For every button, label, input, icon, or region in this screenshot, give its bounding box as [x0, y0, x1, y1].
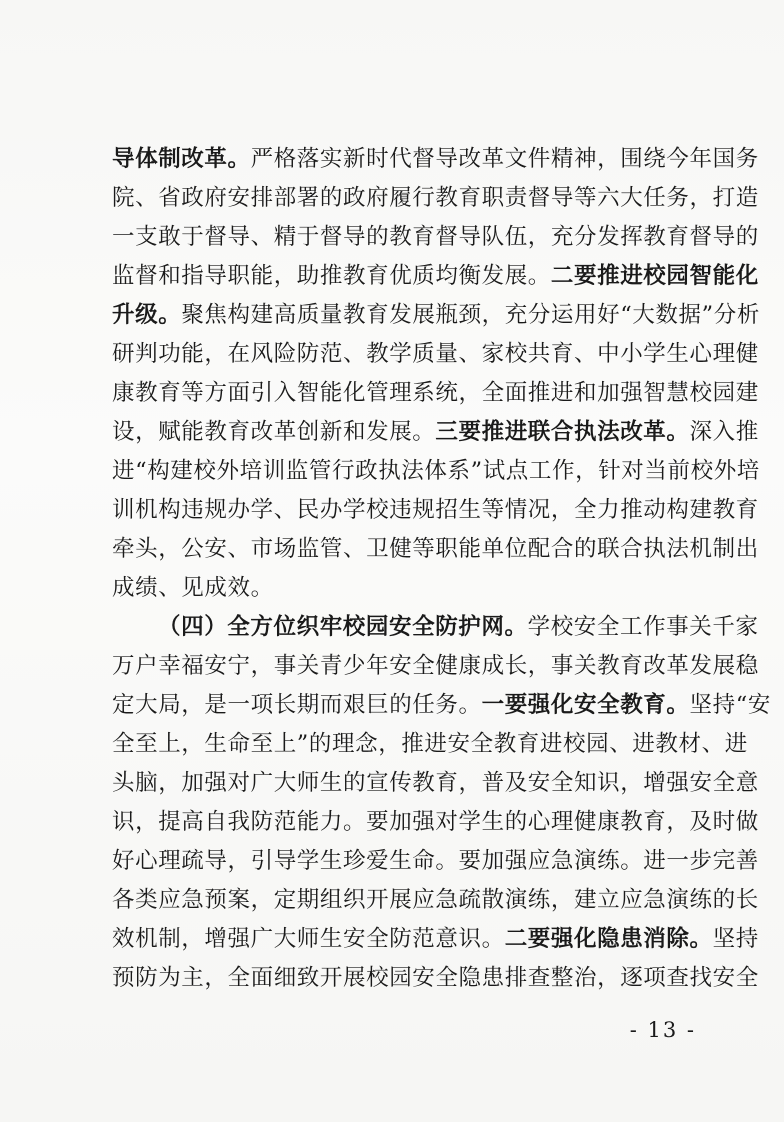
text-segment: 各类应急预案，定期组织开展应急疏散演练，建立应急演练的长 [112, 887, 759, 913]
body-text [112, 140, 771, 998]
text-line [112, 920, 759, 959]
text-segment: 严格落实新时代督导改革文件精神，围绕今年国务 [250, 146, 759, 172]
text-segment: 设，赋能教育改革创新和发展。 [112, 419, 436, 445]
bold-text-segment: 二要推进校园智能化 [550, 263, 759, 289]
text-line [112, 842, 759, 881]
text-line [112, 725, 748, 764]
text-segment: 学校安全工作事关千家 [527, 614, 759, 640]
text-segment: 效机制，增强广大师生安全防范意识。 [112, 926, 505, 952]
text-segment: 深入推 [689, 419, 759, 445]
bold-text-segment: 一要强化安全教育。 [481, 692, 690, 718]
text-line [112, 608, 759, 647]
text-segment: 一支敢于督导、精于督导的教育督导队伍，充分发挥教育督导的 [112, 224, 759, 250]
text-line [112, 257, 759, 296]
text-segment: 训机构违规办学、民办学校违规招生等情况，全力推动构建教育 [112, 497, 759, 523]
text-line [112, 686, 771, 725]
text-line [112, 881, 759, 920]
text-line [112, 569, 697, 608]
text-line [112, 413, 759, 452]
text-segment: 好心理疏导，引导学生珍爱生命。要加强应急演练。进一步完善 [112, 848, 759, 874]
text-segment: 定大局，是一项长期而艰巨的任务。 [112, 692, 482, 718]
text-line [112, 491, 759, 530]
text-line [112, 335, 759, 374]
page-number: - 13 - [629, 1018, 696, 1042]
bold-text-segment: 三要推进联合执法改革。 [435, 419, 690, 445]
text-line [112, 140, 759, 179]
bold-text-segment: 二要强化隐患消除。 [504, 926, 713, 952]
text-line [112, 959, 759, 998]
text-segment: 全至上，生命至上”的理念，推进安全教育进校园、进教材、进 [112, 731, 748, 757]
text-line [112, 764, 759, 803]
text-segment: 聚焦构建高质量教育发展瓶颈，充分运用好“大数据”分析 [181, 302, 760, 328]
text-segment: 康教育等方面引入智能化管理系统，全面推进和加强智慧校园建 [112, 380, 759, 406]
text-segment: 院、省政府安排部署的政府履行教育职责督导等六大任务，打造 [112, 185, 759, 211]
text-line [112, 452, 760, 491]
text-line [112, 530, 759, 569]
bold-text-segment: （四）全方位织牢校园安全防护网。 [158, 614, 528, 640]
text-segment: 监督和指导职能，助推教育优质均衡发展。 [112, 263, 551, 289]
text-segment: 识，提高自我防范能力。要加强对学生的心理健康教育，及时做 [112, 809, 759, 835]
bold-text-segment: 导体制改革。 [112, 146, 251, 172]
text-line [112, 374, 759, 413]
text-segment: 坚持 [712, 926, 759, 952]
text-line [112, 296, 760, 335]
text-segment: 进“构建校外培训监管行政执法体系”试点工作，针对当前校外培 [112, 458, 760, 484]
text-segment: 成绩、见成效。 [112, 575, 274, 601]
text-line [112, 803, 759, 842]
bold-text-segment: 升级。 [112, 302, 182, 328]
text-line [112, 218, 759, 257]
text-segment: 研判功能，在风险防范、教学质量、家校共育、中小学生心理健 [112, 341, 759, 367]
text-line [112, 647, 759, 686]
text-line [112, 179, 759, 218]
text-segment: 头脑，加强对广大师生的宣传教育，普及安全知识，增强安全意 [112, 770, 759, 796]
text-segment: 万户幸福安宁，事关青少年安全健康成长，事关教育改革发展稳 [112, 653, 759, 679]
text-segment: 牵头，公安、市场监管、卫健等职能单位配合的联合执法机制出 [112, 536, 759, 562]
text-segment: 坚持“安 [689, 692, 771, 718]
text-segment: 预防为主，全面细致开展校园安全隐患排查整治，逐项查找安全 [112, 965, 759, 991]
